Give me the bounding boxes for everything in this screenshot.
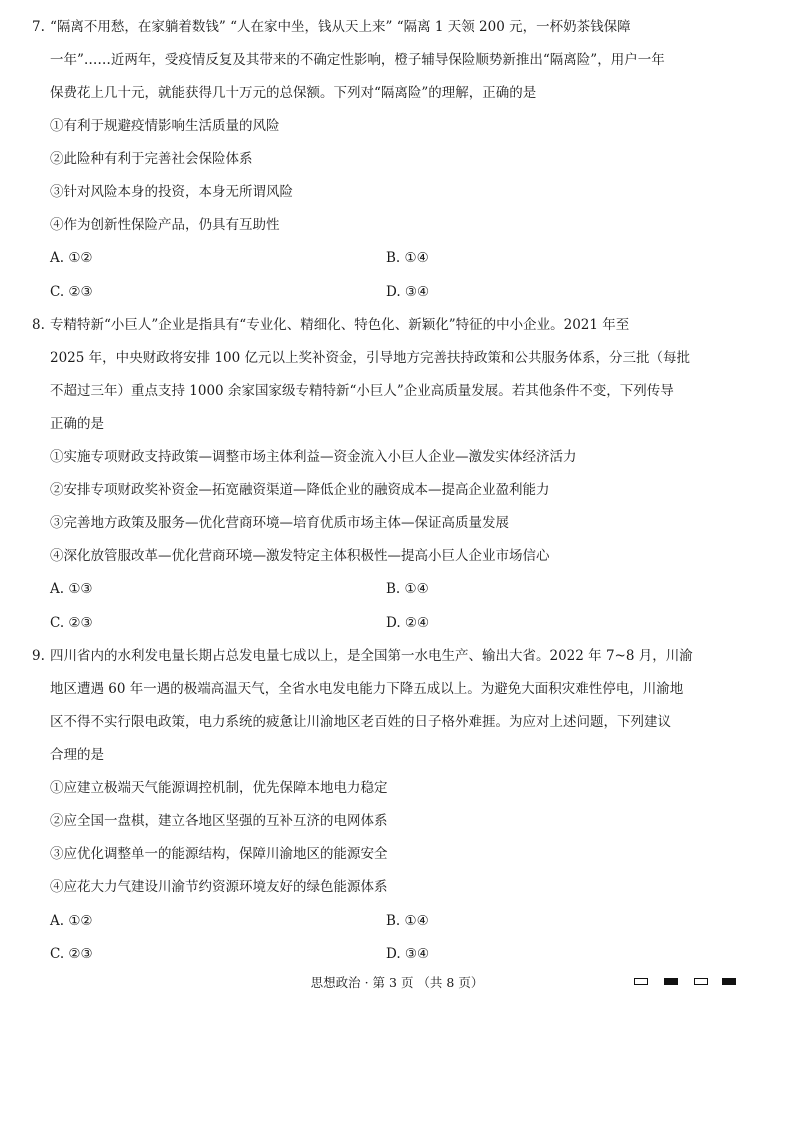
stem-text: 不超过三年）重点支持 1000 余家国家级专精特新“小巨人”企业高质量发展。若其他条件不变，下列传导 [50,383,674,399]
statement-text: ④作为创新性保险产品，仍具有互助性 [50,217,280,233]
stem-text: 一年”……近两年，受疫情反复及其带来的不确定性影响，橙子辅导保险顺势新推出“隔离险”，用户一年 [50,52,665,68]
option-b[interactable]: B. ①④ [386,581,429,597]
stem-text: “隔离不用愁，在家躺着数钱” “人在家中坐，钱从天上来” “隔离 1 天领 200 元，一杯奶茶钱保障 [50,19,631,35]
statement-text: ①实施专项财政支持政策—调整市场主体利益—资金流入小巨人企业—激发实体经济活力 [50,449,577,465]
stem-text: 区不得不实行限电政策，电力系统的疲惫让川渝地区老百姓的日子格外难捱。为应对上述问题，下列建议 [50,714,671,730]
stem-text: 四川省内的水利发电量长期占总发电量七成以上，是全国第一水电生产、输出大省。2022 年 7~8 月，川渝 [50,648,693,664]
stem-text: 专精特新“小巨人”企业是指具有“专业化、精细化、特色化、新颖化”特征的中小企业。2021 年至 [50,317,630,333]
statement-text: ②安排专项财政奖补资金—拓宽融资渠道—降低企业的融资成本—提高企业盈利能力 [50,482,550,498]
page-footer: 思想政治 · 第 3 页 （共 8 页） [310,975,484,990]
option-d[interactable]: D. ③④ [386,946,430,962]
statement-text: ③完善地方政策及服务—优化营商环境—培育优质市场主体—保证高质量发展 [50,515,509,531]
option-d[interactable]: D. ②④ [386,615,430,631]
option-c[interactable]: C. ②③ [50,946,93,962]
question-number: 7. [32,19,45,35]
statement-text: ②应全国一盘棋，建立各地区坚强的互补互济的电网体系 [50,813,388,829]
statement-text: ①有利于规避疫情影响生活质量的风险 [50,118,280,134]
registration-mark-filled [664,978,678,985]
statement-text: ②此险种有利于完善社会保险体系 [50,151,253,167]
stem-text: 正确的是 [50,416,104,432]
stem-text: 合理的是 [50,747,104,763]
stem-text: 保费花上几十元，就能获得几十万元的总保额。下列对“隔离险”的理解，正确的是 [50,85,537,101]
statement-text: ③应优化调整单一的能源结构，保障川渝地区的能源安全 [50,846,388,862]
option-c[interactable]: C. ②③ [50,284,93,300]
statement-text: ①应建立极端天气能源调控机制，优先保障本地电力稳定 [50,780,388,796]
statement-text: ④深化放管服改革—优化营商环境—激发特定主体积极性—提高小巨人企业市场信心 [50,548,550,564]
option-a[interactable]: A. ①③ [50,581,93,597]
option-c[interactable]: C. ②③ [50,615,93,631]
question-number: 8. [32,317,45,333]
statement-text: ④应花大力气建设川渝节约资源环境友好的绿色能源体系 [50,879,388,895]
option-d[interactable]: D. ③④ [386,284,430,300]
stem-text: 2025 年，中央财政将安排 100 亿元以上奖补资金，引导地方完善扶持政策和公共服务体系，分三批（每批 [50,350,690,366]
question-number: 9. [32,648,45,664]
option-b[interactable]: B. ①④ [386,250,429,266]
registration-mark-filled [722,978,736,985]
option-a[interactable]: A. ①② [50,913,93,929]
option-b[interactable]: B. ①④ [386,913,429,929]
option-a[interactable]: A. ①② [50,250,93,266]
registration-mark-empty [634,978,648,985]
stem-text: 地区遭遇 60 年一遇的极端高温天气，全省水电发电能力下降五成以上。为避免大面积灾难性停电，川渝地 [50,681,684,697]
registration-mark-empty [694,978,708,985]
statement-text: ③针对风险本身的投资，本身无所谓风险 [50,184,293,200]
